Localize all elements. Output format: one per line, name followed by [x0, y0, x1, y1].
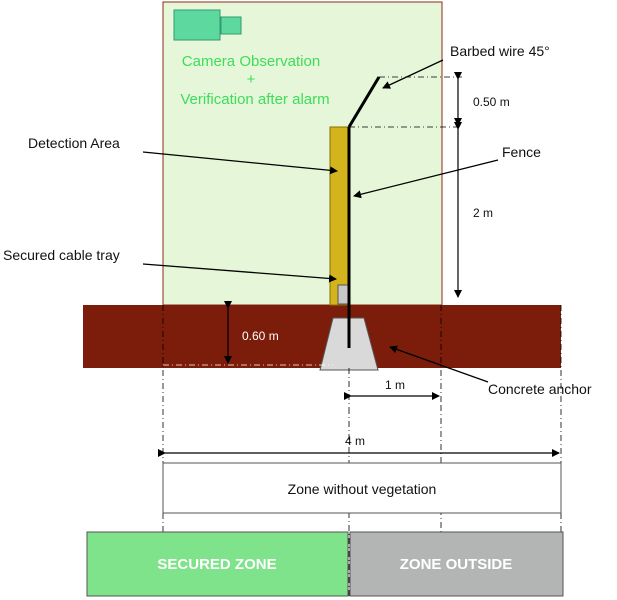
- fence-label: Fence: [502, 144, 541, 160]
- secured-zone-label: SECURED ZONE: [157, 556, 277, 573]
- ground: [83, 305, 561, 368]
- ground-depth-label: 0.60 m: [242, 329, 279, 343]
- total-width-label: 4 m: [344, 434, 366, 448]
- camera-text-line3: Verification after alarm: [180, 91, 330, 108]
- barbed-height-label: 0.50 m: [473, 95, 510, 109]
- camera-text-line2: +: [246, 71, 256, 88]
- cable-tray-label: Secured cable tray: [3, 247, 120, 263]
- detection-area-label: Detection Area: [28, 135, 120, 151]
- zone-outside-label: ZONE OUTSIDE: [399, 556, 513, 573]
- concrete-anchor-label: Concrete anchor: [488, 381, 592, 397]
- secured-area-background: [163, 2, 442, 305]
- camera-text-line1: Camera Observation: [181, 53, 321, 70]
- fence-height-label: 2 m: [473, 206, 494, 220]
- zone-without-vegetation-label: Zone without vegetation: [287, 481, 437, 497]
- barbed-wire-label: Barbed wire 45°: [450, 43, 550, 59]
- anchor-offset-label: 1 m: [384, 378, 406, 392]
- cable-tray: [338, 285, 349, 304]
